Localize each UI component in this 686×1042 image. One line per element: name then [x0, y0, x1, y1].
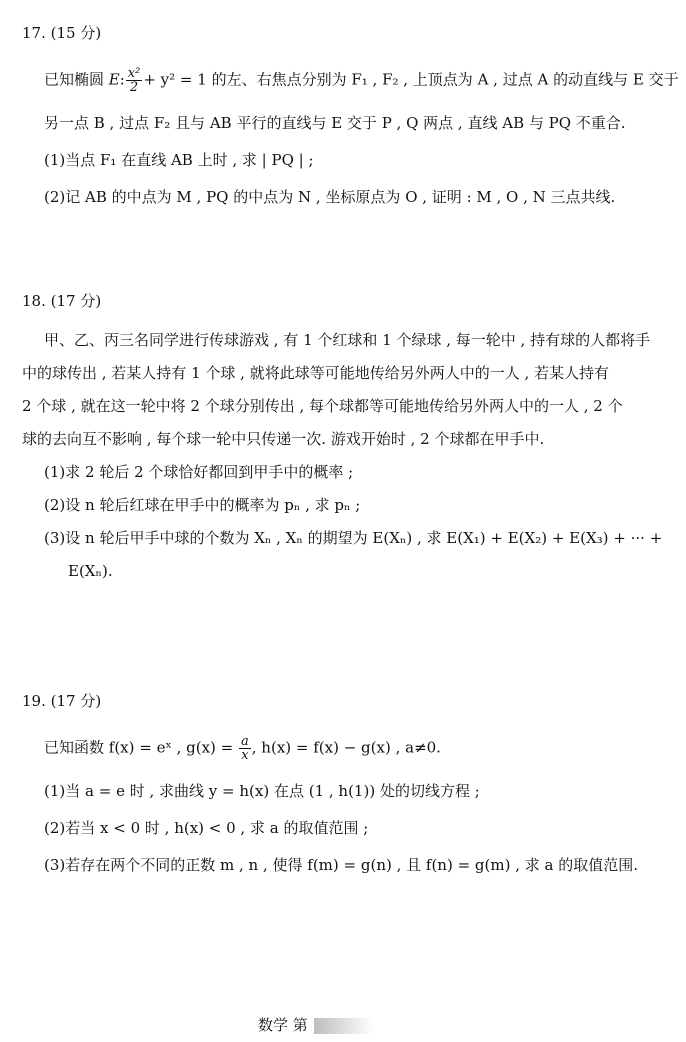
problem-19-heading: 19. (17 分)	[22, 692, 102, 710]
fraction-numerator: x²	[127, 66, 141, 81]
fraction-x2-over-2	[126, 67, 143, 94]
problem-18-line-4: 球的去向互不影响 , 每个球一轮中只传递一次. 游戏开始时 , 2 个球都在甲手中.	[22, 430, 545, 448]
problem-18-line-1: 甲、乙、丙三名同学进行传球游戏 , 有 1 个红球和 1 个绿球 , 每一轮中 , 持有球的人都将手	[44, 331, 651, 349]
fraction-a-over-x	[239, 735, 251, 762]
fraction-denominator: 2	[129, 80, 139, 95]
fraction-denominator: x	[241, 748, 249, 763]
problem-19-question-2: (2)若当 x < 0 时 , h(x) < 0 , 求 a 的取值范围 ;	[44, 819, 369, 837]
problem-19-line-1	[22, 735, 668, 762]
problem-18-line-3: 2 个球 , 就在这一轮中将 2 个球分别传出 , 每个球都等可能地传给另外两人中的一人 , 2 个	[22, 397, 623, 415]
problem-18-question-1: (1)求 2 轮后 2 个球恰好都回到甲手中的概率 ;	[44, 463, 354, 481]
colon: :	[119, 70, 125, 89]
problem-18-question-2: (2)设 n 轮后红球在甲手中的概率为 pₙ , 求 pₙ ;	[44, 496, 361, 514]
problem-19-question-3: (3)若存在两个不同的正数 m , n , 使得 f(m) = g(n) , 且 f(n) = g(m) , 求 a 的取值范围.	[44, 856, 639, 874]
problem-17-line-2: 另一点 B , 过点 F₂ 且与 AB 平行的直线与 E 交于 P , Q 两点 , 直线 AB 与 PQ 不重合.	[44, 114, 626, 132]
problem-17-question-1: (1)当点 F₁ 在直线 AB 上时 , 求 | PQ | ;	[44, 151, 314, 169]
page-footer	[258, 1014, 374, 1035]
problem-18-heading: 18. (17 分)	[22, 292, 102, 310]
problem-18	[22, 290, 668, 579]
problem-18-question-3: (3)设 n 轮后甲手中球的个数为 Xₙ , Xₙ 的期望为 E(Xₙ) , 求 E(X₁) + E(X₂) + E(X₃) + ··· +	[44, 529, 663, 547]
ellipse-name: E	[108, 70, 120, 89]
problem-19-text-a: 已知函数 f(x) = eˣ , g(x) =	[44, 738, 238, 757]
problem-17-question-2: (2)记 AB 的中点为 M , PQ 的中点为 N , 坐标原点为 O , 证明 : M , O , N 三点共线.	[44, 188, 616, 206]
problem-17-heading: 17. (15 分)	[22, 24, 102, 42]
problem-17-line-1	[22, 66, 679, 95]
problem-17	[22, 22, 679, 206]
footer-label: 数学 第	[258, 1016, 308, 1034]
problem-19-text-b: , h(x) = f(x) − g(x) , a≠0.	[251, 738, 441, 757]
smudge-mark	[314, 1018, 374, 1034]
problem-18-line-2: 中的球传出 , 若某人持有 1 个球 , 就将此球等可能地传给另外两人中的一人 , 若某人持有	[22, 364, 609, 382]
problem-19	[22, 690, 668, 873]
problem-17-text-b: + y² = 1 的左、右焦点分别为 F₁ , F₂ , 上顶点为 A , 过点 A 的动直线与 E 交于	[143, 70, 679, 89]
problem-17-text-a: 已知椭圆	[44, 70, 109, 89]
problem-18-question-3-cont: E(Xₙ).	[68, 562, 113, 580]
problem-19-question-1: (1)当 a = e 时 , 求曲线 y = h(x) 在点 (1 , h(1)) 处的切线方程 ;	[44, 782, 480, 800]
fraction-numerator: a	[241, 734, 249, 749]
